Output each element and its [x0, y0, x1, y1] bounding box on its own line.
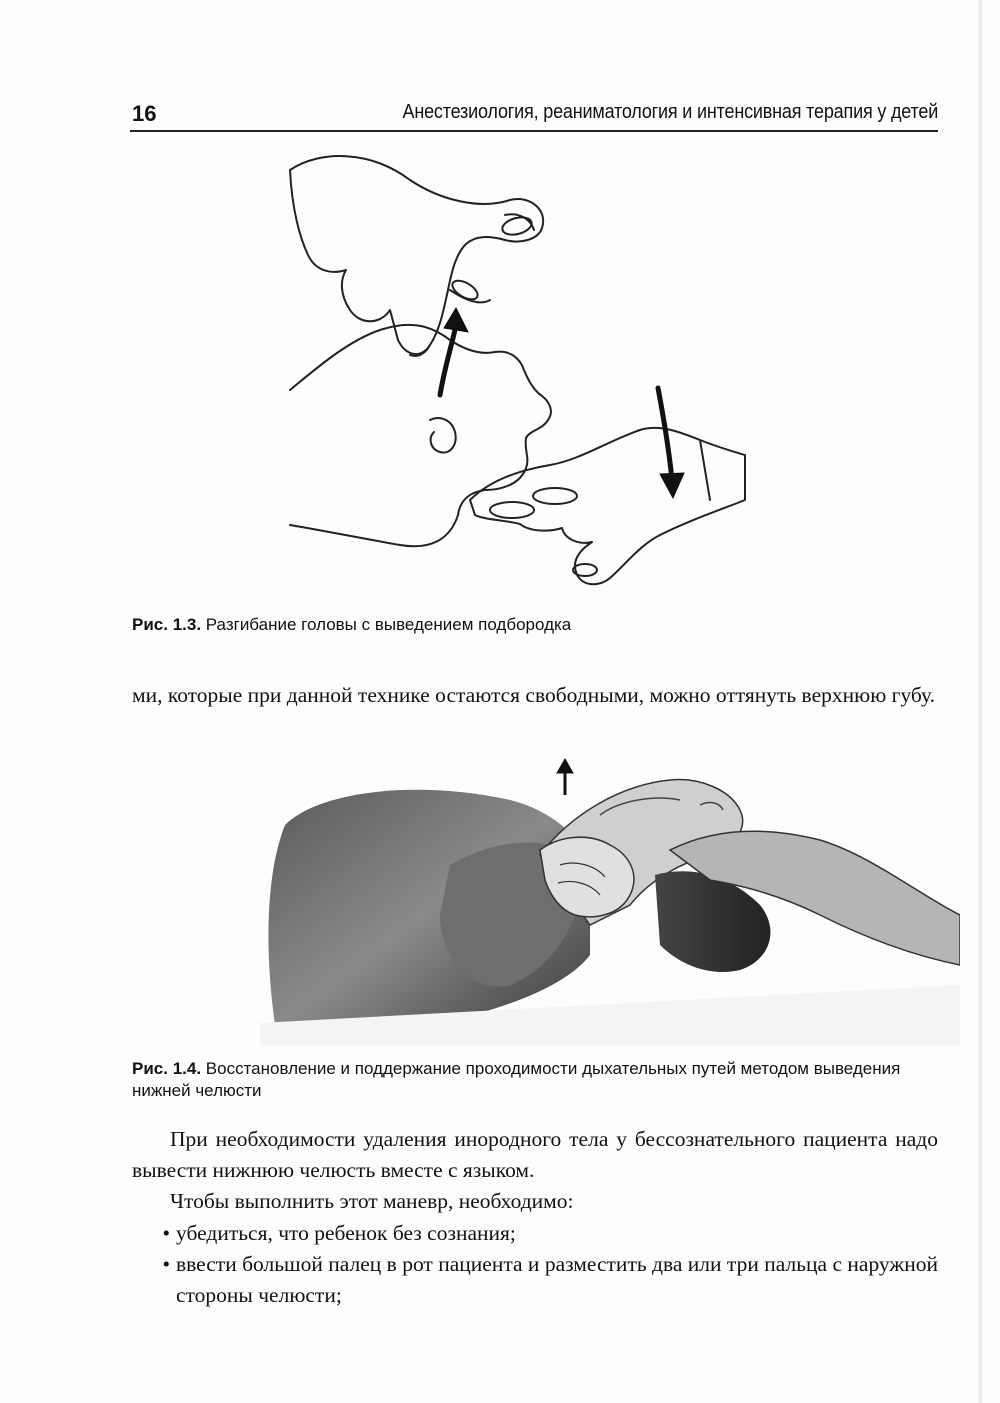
- intro-paragraph: Чтобы выполнить этот маневр, необходимо:: [170, 1189, 574, 1213]
- lower-hand-outline: [470, 428, 745, 584]
- bullet-symbol: •: [162, 1252, 170, 1276]
- steps-list: [132, 1218, 938, 1311]
- figure-head-tilt-chin-lift: [280, 140, 750, 600]
- figure-jaw-thrust: [260, 755, 960, 1045]
- figure-caption-1-3: [132, 614, 932, 636]
- caption-label: Рис. 1.3.: [132, 615, 202, 634]
- running-title: Анестезиология, реаниматология и интенсивная терапия у детей: [402, 101, 938, 123]
- caption-text: Разгибание головы с выведением подбородка: [205, 615, 572, 634]
- bullet-symbol: •: [162, 1221, 170, 1245]
- arrow-down: [658, 388, 672, 480]
- list-item-text: ввести большой палец в рот пациента и разместить два или три пальца с наружной стороны челюсти;: [176, 1252, 938, 1307]
- page-number: 16: [132, 101, 157, 126]
- caption-text: Восстановление и поддержание проходимости дыхательных путей методом выведения нижней челюсти: [132, 1059, 901, 1100]
- figure-caption-1-4: [132, 1058, 938, 1102]
- list-item: [132, 1249, 938, 1311]
- list-item: [132, 1218, 938, 1249]
- page-header: [130, 100, 938, 132]
- arrow-up-small: [557, 759, 573, 795]
- caption-label: Рис. 1.4.: [132, 1059, 202, 1078]
- face-profile: [290, 325, 551, 546]
- continued-paragraph: ми, которые при данной технике остаются свободными, можно оттянуть верхнюю губу.: [132, 683, 936, 707]
- main-paragraph: При необходимости удаления инородного тела у бессознательного пациента надо вывести нижнюю челюсть вместе с языком.: [132, 1127, 938, 1182]
- list-item-text: убедиться, что ребенок без сознания;: [176, 1221, 516, 1245]
